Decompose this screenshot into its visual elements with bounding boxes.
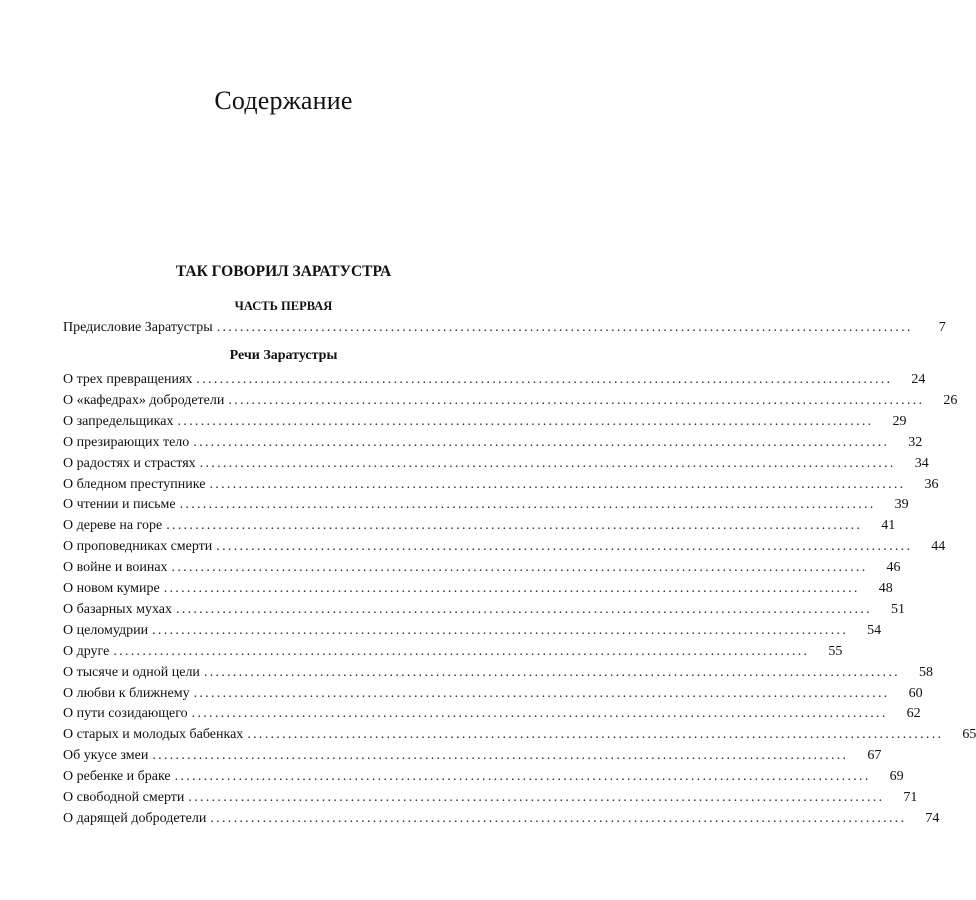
- toc-entry[interactable]: [63, 537, 946, 557]
- toc-leader-dots: ........................................................................................................................: [113, 643, 810, 659]
- toc-entry[interactable]: [63, 809, 940, 829]
- toc-entry-label: О трех превращениях: [63, 372, 193, 387]
- toc-entry-label: О ребенке и браке: [63, 769, 171, 785]
- toc-entry-label: Предисловие Заратустры: [63, 320, 213, 335]
- toc-entry-preface[interactable]: [63, 318, 946, 338]
- toc-entry-label: О тысяче и одной цели: [63, 664, 200, 680]
- toc-entry-page: 48: [878, 581, 893, 596]
- toc-entry[interactable]: [63, 767, 904, 787]
- toc-entry-page: 29: [892, 413, 907, 429]
- toc-entry[interactable]: [63, 516, 896, 536]
- toc-entry[interactable]: [63, 433, 923, 453]
- toc-entry[interactable]: [63, 663, 933, 683]
- toc-entry-page: 60: [908, 685, 923, 701]
- toc-entry-label: О запредельщиках: [63, 413, 174, 429]
- toc-leader-dots: ........................................................................................................................: [152, 622, 849, 638]
- toc-entry[interactable]: [63, 746, 882, 766]
- toc-leader-dots: ........................................................................................................................: [210, 810, 907, 826]
- toc-entry[interactable]: [63, 558, 901, 578]
- toc-entry[interactable]: [63, 725, 976, 745]
- toc-leader-dots: ........................................................................................................................: [228, 392, 925, 408]
- toc-entry-page: 24: [911, 372, 926, 387]
- part-title: ЧАСТЬ ПЕРВАЯ: [234, 299, 333, 313]
- toc-entry[interactable]: [63, 642, 843, 662]
- toc-leader-dots: ........................................................................................................................: [171, 560, 868, 576]
- toc-entry-page: 36: [924, 476, 939, 492]
- toc-leader-dots: ........................................................................................................................: [247, 727, 944, 743]
- toc-entry-label: О дарящей добродетели: [63, 810, 207, 826]
- toc-entry[interactable]: [63, 454, 929, 474]
- toc-leader-dots: ........................................................................................................................: [163, 581, 860, 596]
- section-title: Речи Заратустры: [229, 348, 338, 363]
- toc-leader-dots: ........................................................................................................................: [203, 664, 900, 680]
- toc-entry-label: О «кафедрах» добродетели: [63, 392, 225, 408]
- toc-entry-label: О любви к ближнему: [63, 685, 190, 701]
- toc-entry-page: 54: [867, 622, 882, 638]
- toc-leader-dots: ........................................................................................................................: [174, 769, 871, 785]
- toc-leader-dots: ........................................................................................................................: [177, 413, 874, 429]
- toc-entry-label: О бледном преступнике: [63, 476, 206, 492]
- toc-leader-dots: ........................................................................................................................: [196, 372, 893, 387]
- toc-entry[interactable]: [63, 600, 905, 620]
- toc-leader-dots: ........................................................................................................................: [191, 706, 888, 722]
- toc-leader-dots: ........................................................................................................................: [166, 518, 863, 534]
- toc-entry[interactable]: [63, 495, 909, 515]
- toc-leader-dots: ........................................................................................................................: [216, 320, 913, 335]
- book-title: ТАК ГОВОРИЛ ЗАРАТУСТРА: [175, 263, 392, 280]
- toc-entry[interactable]: [63, 621, 882, 641]
- toc-entry[interactable]: [63, 391, 958, 411]
- toc-entry-label: О чтении и письме: [63, 497, 176, 513]
- toc-entry[interactable]: [63, 704, 921, 724]
- toc-entry-label: О презирающих тело: [63, 434, 190, 450]
- toc-entry-page: 32: [908, 434, 923, 450]
- toc-entry-label: О базарных мухах: [63, 601, 172, 617]
- toc-entry[interactable]: [63, 684, 923, 704]
- toc-entry-label: О новом кумире: [63, 581, 160, 596]
- toc-leader-dots: ........................................................................................................................: [199, 455, 896, 471]
- toc-entry-page: 55: [828, 643, 843, 659]
- toc-leader-dots: ........................................................................................................................: [179, 497, 876, 513]
- toc-entry-label: О друге: [63, 643, 110, 659]
- toc-entry[interactable]: [63, 412, 907, 432]
- toc-entry-label: О пути созидающего: [63, 706, 188, 722]
- toc-entry-page: 51: [890, 601, 905, 617]
- toc-entry-page: 41: [881, 518, 896, 534]
- toc-entry[interactable]: [63, 579, 893, 599]
- toc-entry-label: О старых и молодых бабенках: [63, 727, 244, 743]
- toc-leader-dots: ........................................................................................................................: [193, 685, 890, 701]
- toc-entry-label: О целомудрии: [63, 622, 149, 638]
- toc-entry-label: Об укусе змеи: [63, 748, 149, 764]
- toc-leader-dots: ........................................................................................................................: [193, 434, 890, 450]
- toc-entry-page: 69: [889, 769, 904, 785]
- toc-entry-page: 39: [894, 497, 909, 513]
- toc-entry-page: 46: [886, 560, 901, 576]
- toc-entry-list: [0, 370, 976, 840]
- toc-leader-dots: ........................................................................................................................: [175, 601, 872, 617]
- toc-entry-label: О дереве на горе: [63, 518, 163, 534]
- toc-leader-dots: ........................................................................................................................: [188, 790, 885, 805]
- toc-entry-page: 26: [943, 392, 958, 408]
- toc-entry-label: О свободной смерти: [63, 790, 185, 805]
- toc-entry[interactable]: [63, 370, 926, 390]
- toc-entry-page: 58: [918, 664, 933, 680]
- toc-entry-page: 7: [938, 320, 946, 335]
- toc-entry-page: 71: [903, 790, 918, 805]
- toc-entry-page: 65: [962, 727, 976, 743]
- toc-entry-page: 74: [925, 810, 940, 826]
- toc-entry-page: 62: [906, 706, 921, 722]
- toc-entry-page: 34: [914, 455, 929, 471]
- toc-leader-dots: ........................................................................................................................: [209, 476, 906, 492]
- toc-entry-page: 67: [867, 748, 882, 764]
- page-title: Содержание: [214, 86, 353, 115]
- toc-leader-dots: ........................................................................................................................: [216, 539, 913, 555]
- toc-entry[interactable]: [63, 475, 939, 495]
- toc-leader-dots: ........................................................................................................................: [152, 748, 849, 764]
- toc-entry-label: О войне и воинах: [63, 560, 168, 576]
- toc-entry-label: О радостях и страстях: [63, 455, 196, 471]
- toc-entry-label: О проповедниках смерти: [63, 539, 213, 555]
- toc-entry[interactable]: [63, 788, 918, 808]
- toc-entry-page: 44: [931, 539, 946, 555]
